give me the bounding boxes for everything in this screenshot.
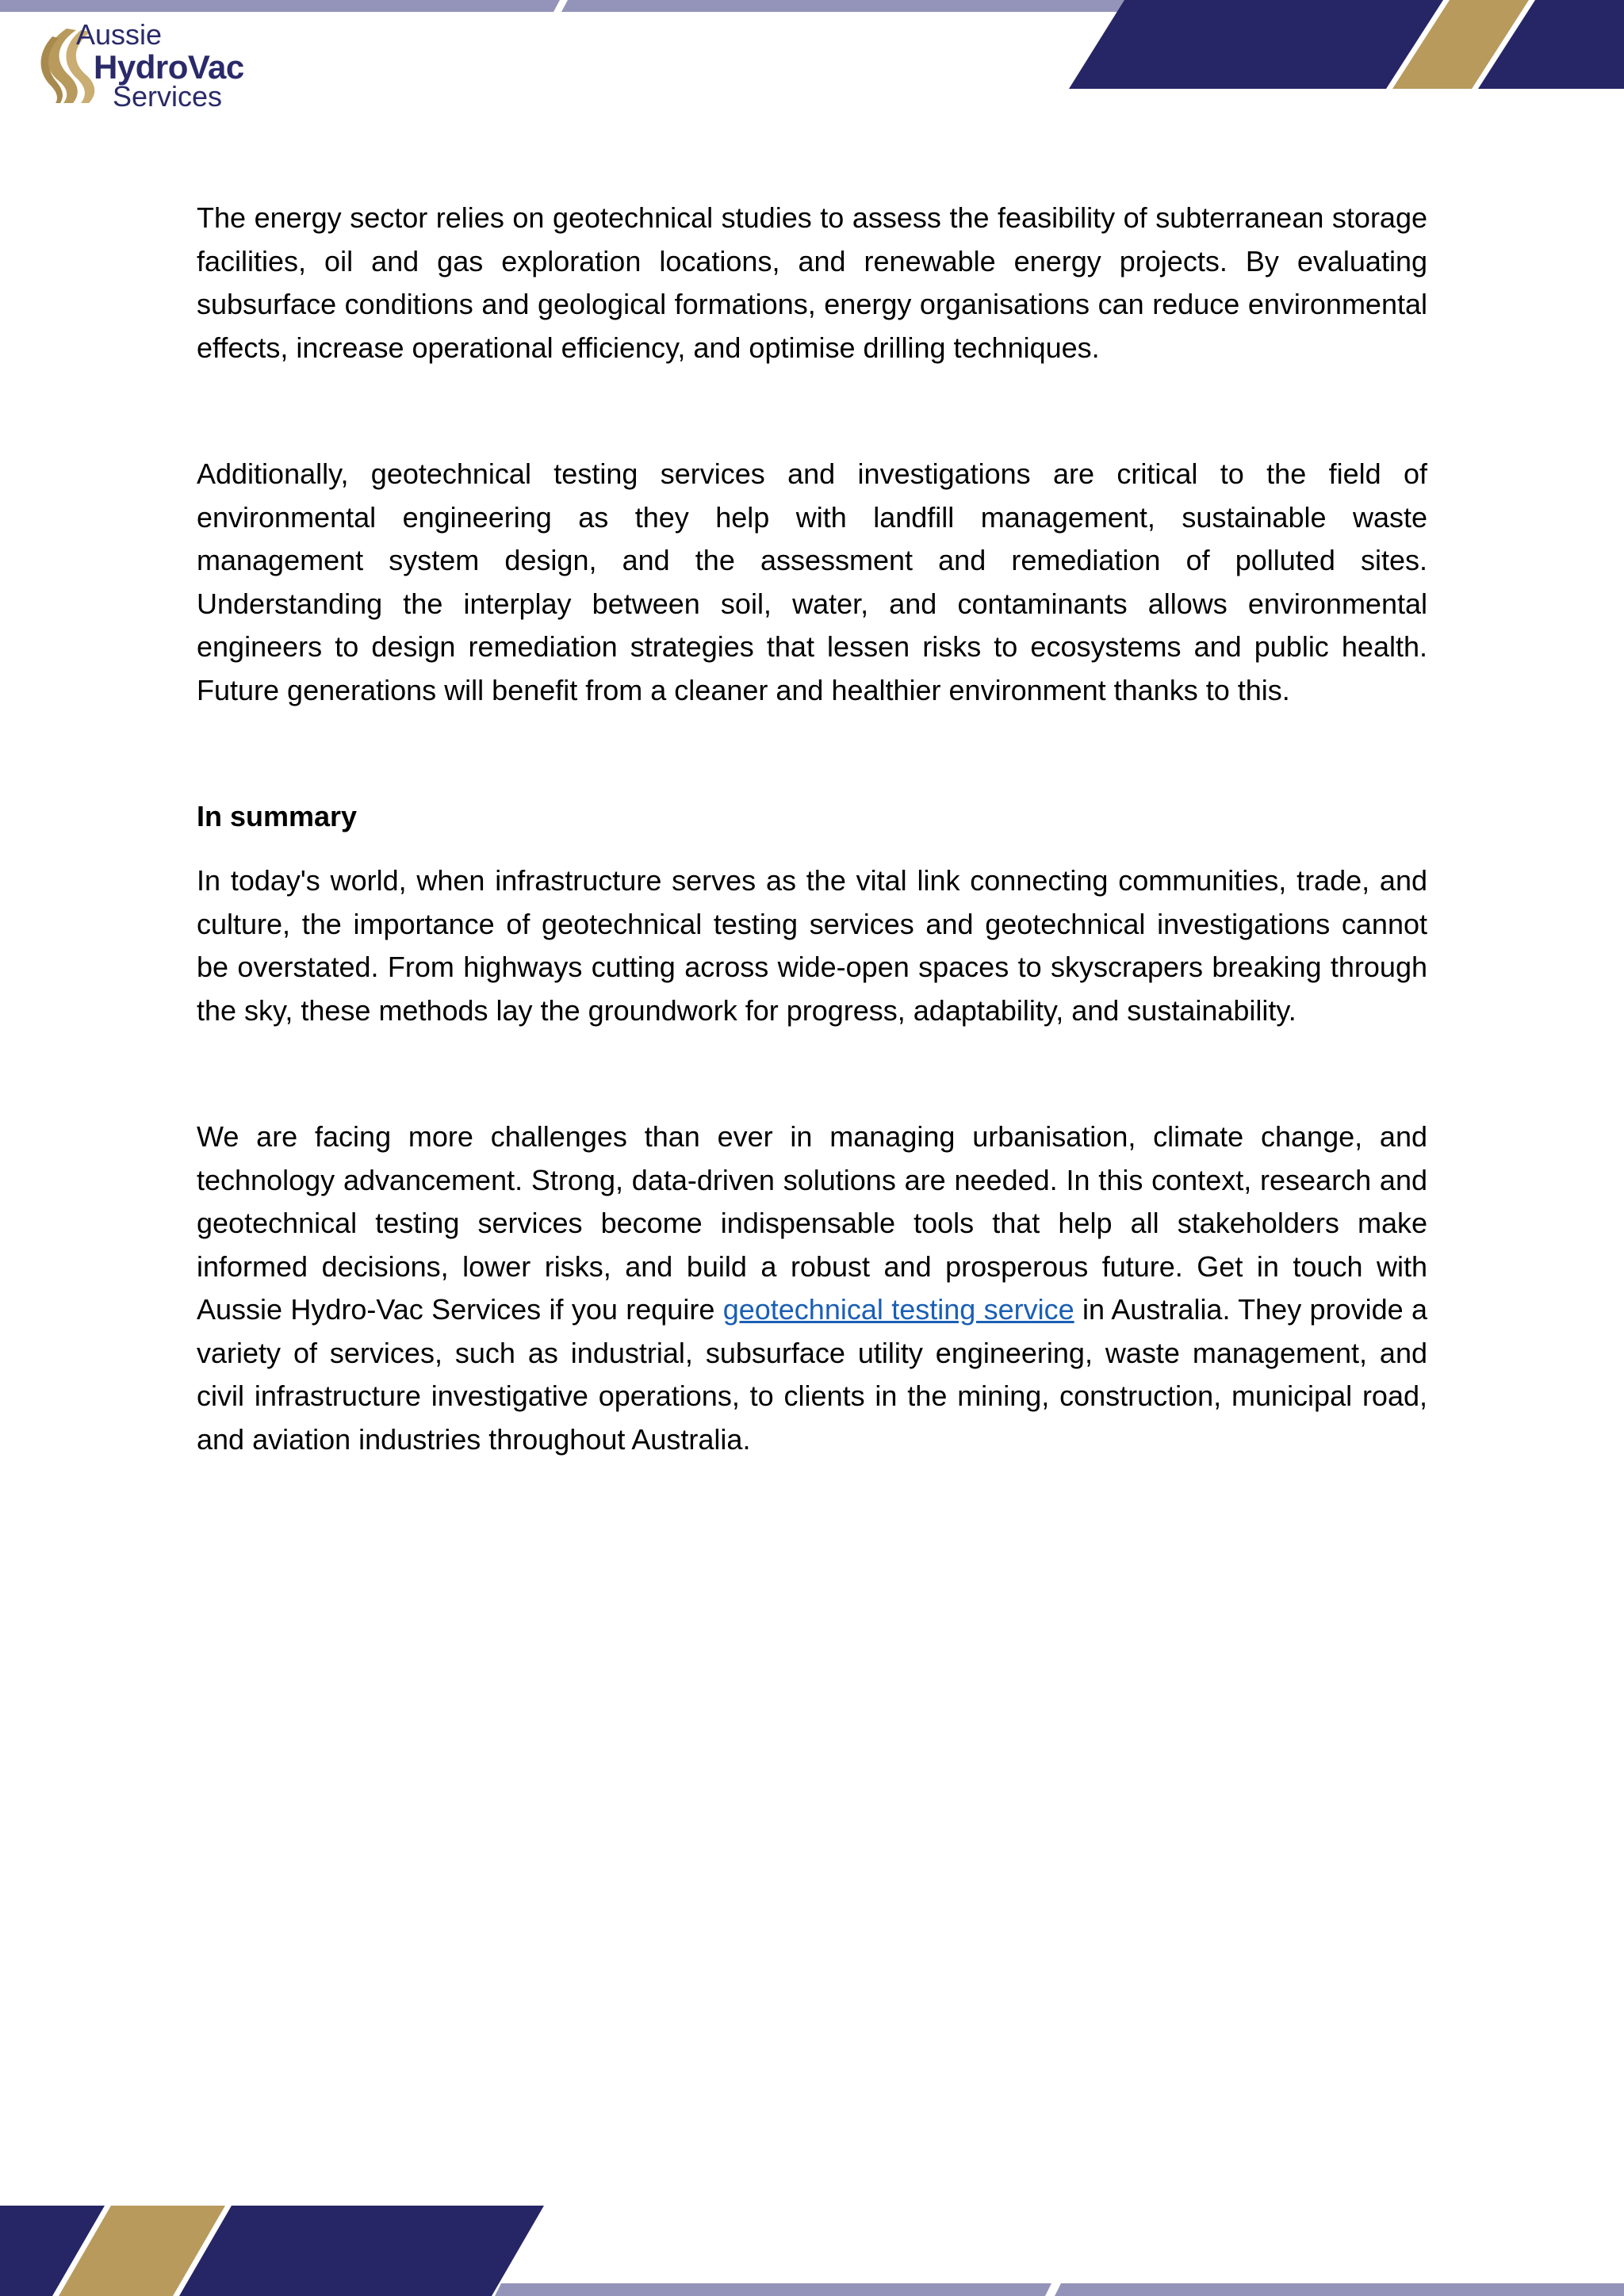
company-logo	[35, 18, 244, 113]
header-navy-block-1	[1069, 0, 1443, 89]
footer-navy-block-2	[179, 2206, 544, 2296]
paragraph-summary: In today's world, when infrastructure serves as the vital link connecting communities, trade, and culture, the importance of geotechnical testing services and geotechnical investigations cannot be overstated. From highways cutting across wide-open spaces to skyscrapers breaking through the sky, these methods lay the groundwork for progress, adaptability, and sustainability.	[197, 864, 1427, 1027]
header-stripe-left	[0, 0, 560, 12]
section-heading-summary: In summary	[197, 800, 358, 832]
paragraph-environmental-engineering: Additionally, geotechnical testing services and investigations are critical to the field of environmental engineering as they help with landfill management, sustainable waste management system design, and the assessment and remediation of polluted sites. Understanding the interplay between soil, water, and contaminants allows environmental engineers to design remediation strategies that lessen risks to ecosystems and public health. Future generations will benefit from a cleaner and healthier environment thanks to this.	[197, 457, 1427, 706]
footer-stripe-left	[495, 2283, 1051, 2296]
paragraph-energy-sector: The energy sector relies on geotechnical studies to assess the feasibility of subterranean storage facilities, oil and gas exploration locations, and renewable energy projects. By evaluating subsurface conditions and geological formations, energy organisations can reduce environmental effects, increase operational efficiency, and optimise drilling techniques.	[197, 201, 1427, 364]
header-stripe-right	[561, 0, 1124, 12]
geotechnical-testing-service-link[interactable]: geotechnical testing service	[722, 1293, 1074, 1326]
paragraph-challenges-text-end: in Australia. They provide a variety of services, such as industrial, subsurface utility engineering, waste management, and civil infrastructure investigative operations, to clients in the mining, construction, municipal road, and aviation industries throughout Australia.	[197, 1293, 1427, 1456]
paragraph-challenges	[197, 1115, 1427, 1461]
document-body	[197, 197, 1427, 1461]
logo-text-services: Services	[113, 80, 223, 113]
paragraph-challenges-text-start: We are facing more challenges than ever in managing urbanisation, climate change, and technology advancement. Strong, data-driven solutions are needed. In this context, research and geotechnical testing services become indispensable tools that help all stakeholders make informed decisions, lower risks, and build a robust and prosperous future. Get in touch with Aussie Hydro-Vac Services if you require	[197, 1120, 1427, 1326]
logo-text-aussie: Aussie	[76, 18, 163, 51]
footer-stripe-right	[1055, 2283, 1624, 2296]
logo-text-hydrovac: HydroVac	[94, 48, 244, 86]
footer-decoration	[0, 2201, 1624, 2296]
